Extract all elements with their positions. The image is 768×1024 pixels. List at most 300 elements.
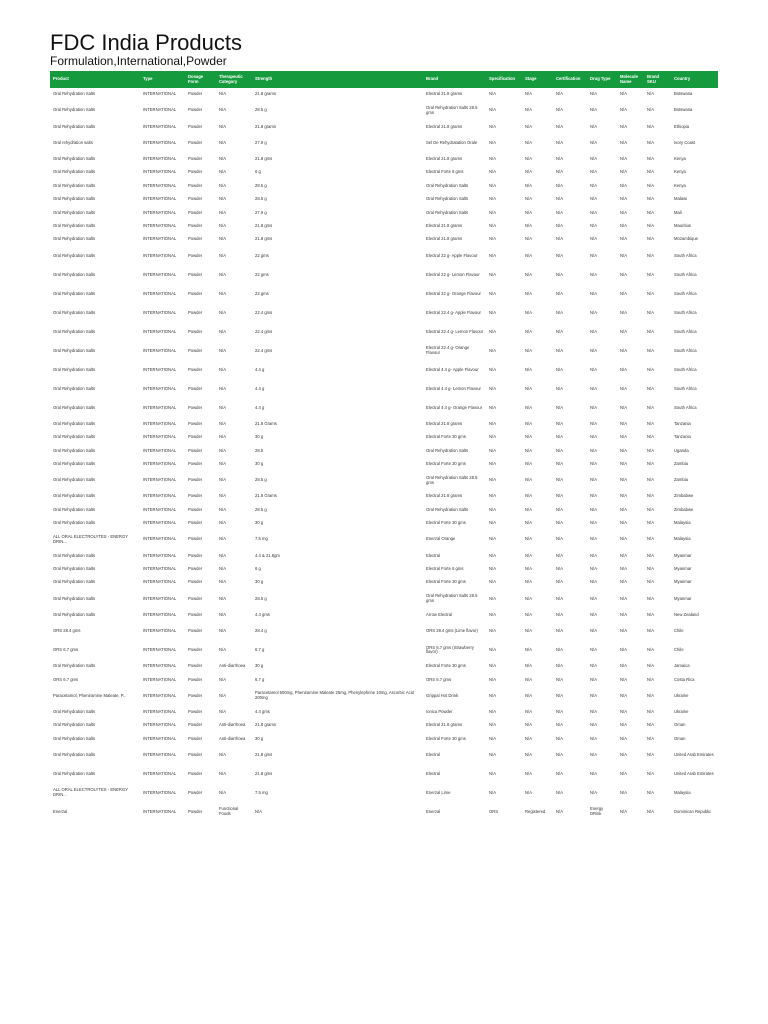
table-cell: N/A <box>590 223 597 229</box>
table-cell: N/A <box>525 722 532 728</box>
table-cell: N/A <box>219 236 226 242</box>
table-cell: N/A <box>647 552 654 558</box>
column-header: Dosage Form <box>188 73 204 84</box>
table-cell: ORS 6.7 gms <box>426 676 452 682</box>
table-cell: Electral <box>426 552 440 558</box>
table-cell: Oral Rehydration Salts <box>53 196 96 202</box>
table-cell: Powder <box>188 520 203 526</box>
table-row <box>50 380 718 399</box>
table-cell: N/A <box>647 627 654 633</box>
table-cell: INTERNATIONAL <box>143 506 177 512</box>
table-cell: 4.4 gms <box>255 708 270 714</box>
table-cell: South Africa <box>674 385 697 391</box>
table-cell: N/A <box>219 460 226 466</box>
table-cell: INTERNATIONAL <box>143 708 177 714</box>
table-cell: Oral Rehydration Salts <box>53 722 96 728</box>
table-cell: Oral Rehydration Salts <box>53 460 96 466</box>
table-cell: Registered <box>525 808 546 814</box>
table-cell: N/A <box>620 692 627 698</box>
table-cell: Anti-diarrhoea <box>219 663 246 669</box>
table-cell: N/A <box>525 751 532 757</box>
table-cell: Powder <box>188 328 203 334</box>
table-cell: Oral Rehydration Salts <box>53 751 96 757</box>
table-cell: N/A <box>556 236 563 242</box>
table-row <box>50 765 718 784</box>
table-cell: Oral Rehydration Salts <box>426 209 469 215</box>
table-cell: Powder <box>188 536 203 542</box>
table-cell: 4.4 g <box>255 404 265 410</box>
table-cell: 22 gms <box>255 290 269 296</box>
table-cell: 21.8 grams <box>255 91 276 97</box>
table-cell: Electral Forte 6 gms <box>426 565 464 571</box>
table-cell: Powder <box>188 663 203 669</box>
table-cell: Ethiopia <box>674 123 690 129</box>
table-cell: N/A <box>525 271 532 277</box>
table-cell: Electral 21.8 grams <box>426 420 463 426</box>
table-cell: Sel De Rehydratation Orale <box>426 139 478 145</box>
table-cell: INTERNATIONAL <box>143 627 177 633</box>
table-cell: INTERNATIONAL <box>143 290 177 296</box>
table-cell: N/A <box>219 434 226 440</box>
table-cell: N/A <box>620 722 627 728</box>
table-cell: N/A <box>525 735 532 741</box>
table-cell: N/A <box>590 676 597 682</box>
table-cell: N/A <box>647 722 654 728</box>
table-cell: N/A <box>556 107 563 113</box>
table-row <box>50 153 718 166</box>
table-cell: Electral Forte 6 gms <box>426 169 464 175</box>
table-cell: N/A <box>647 506 654 512</box>
table-cell: N/A <box>489 751 496 757</box>
table-row <box>50 88 718 101</box>
table-cell: N/A <box>219 123 226 129</box>
table-cell: N/A <box>525 536 532 542</box>
table-cell: South Africa <box>674 309 697 315</box>
table-cell: N/A <box>590 328 597 334</box>
table-cell: Powder <box>188 735 203 741</box>
table-cell: INTERNATIONAL <box>143 366 177 372</box>
table-cell: N/A <box>556 477 563 483</box>
table-cell: N/A <box>620 271 627 277</box>
table-cell: Mali <box>674 209 682 215</box>
table-cell: Powder <box>188 722 203 728</box>
table-cell: N/A <box>647 808 654 814</box>
table-row <box>50 220 718 233</box>
table-cell: Powder <box>188 107 203 113</box>
table-cell: N/A <box>489 209 496 215</box>
table-cell: Powder <box>188 196 203 202</box>
column-header: Specification <box>489 76 516 82</box>
table-cell: Costa Rica <box>674 676 695 682</box>
table-cell: N/A <box>525 209 532 215</box>
table-cell: N/A <box>647 663 654 669</box>
table-cell: Powder <box>188 385 203 391</box>
table-cell: N/A <box>647 139 654 145</box>
table-cell: Oral Rehydration Salts <box>53 404 96 410</box>
table-cell: N/A <box>489 595 496 601</box>
table-cell: Botswana <box>674 107 693 113</box>
table-cell: N/A <box>556 252 563 258</box>
table-cell: INTERNATIONAL <box>143 477 177 483</box>
table-cell: INTERNATIONAL <box>143 676 177 682</box>
table-cell: N/A <box>525 692 532 698</box>
table-cell: N/A <box>489 565 496 571</box>
table-cell: N/A <box>219 595 226 601</box>
table-cell: Electral 22.4 g- Orange Flavour <box>426 345 470 356</box>
table-cell: N/A <box>647 493 654 499</box>
table-cell: Paracetamol 500mg, Pheniramine Maleate 25mg, Phenylephrine 10mg, Ascorbic Acid 200mg <box>255 690 414 701</box>
table-cell: Oral rehydration salts <box>53 139 93 145</box>
table-cell: Oral Rehydration Salts <box>53 611 96 617</box>
table-cell: 21.8 grams <box>255 123 276 129</box>
table-cell: N/A <box>525 404 532 410</box>
table-cell: Oral Rehydration Salts <box>53 271 96 277</box>
table-cell: N/A <box>489 236 496 242</box>
table-cell: Electral 22.4 g- Lemon Flavour <box>426 328 484 334</box>
table-cell: N/A <box>525 366 532 372</box>
table-cell: N/A <box>556 789 563 795</box>
table-cell: N/A <box>219 404 226 410</box>
table-cell: N/A <box>647 236 654 242</box>
table-cell: 6 g <box>255 565 261 571</box>
table-cell: N/A <box>556 692 563 698</box>
table-cell: Powder <box>188 493 203 499</box>
table-cell: Oral Rehydration Salts <box>426 196 469 202</box>
table-cell: INTERNATIONAL <box>143 309 177 315</box>
table-cell: N/A <box>489 692 496 698</box>
table-cell: N/A <box>620 182 627 188</box>
table-cell: 22 gms <box>255 252 269 258</box>
table-cell: Powder <box>188 420 203 426</box>
table-cell: N/A <box>556 156 563 162</box>
table-cell: N/A <box>647 182 654 188</box>
table-cell: N/A <box>620 595 627 601</box>
table-cell: N/A <box>525 290 532 296</box>
table-cell: N/A <box>590 252 597 258</box>
table-cell: N/A <box>556 708 563 714</box>
table-cell: N/A <box>590 447 597 453</box>
table-cell: N/A <box>647 347 654 353</box>
table-cell: Powder <box>188 751 203 757</box>
table-cell: N/A <box>489 506 496 512</box>
column-header: Drug Type <box>590 76 611 82</box>
table-cell: N/A <box>647 536 654 542</box>
table-cell: N/A <box>620 808 627 814</box>
table-row <box>50 589 718 608</box>
table-cell: N/A <box>620 770 627 776</box>
table-cell: N/A <box>647 565 654 571</box>
table-cell: Oral Rehydration Salts <box>53 123 96 129</box>
table-row <box>50 549 718 562</box>
table-cell: N/A <box>620 366 627 372</box>
table-cell: New Zealand <box>674 611 699 617</box>
table-cell: Powder <box>188 139 203 145</box>
table-cell: N/A <box>647 770 654 776</box>
table-cell: Enerzal Orange <box>426 536 456 542</box>
table-cell: N/A <box>590 595 597 601</box>
table-cell: Oral Rehydration Salts <box>53 223 96 229</box>
table-cell: N/A <box>647 708 654 714</box>
table-cell: N/A <box>647 579 654 585</box>
table-cell: N/A <box>219 493 226 499</box>
table-cell: N/A <box>556 493 563 499</box>
table-cell: 21.8 grams <box>255 722 276 728</box>
table-cell: Powder <box>188 627 203 633</box>
table-cell: Electral 21.8 grams <box>426 236 463 242</box>
table-cell: N/A <box>590 290 597 296</box>
table-cell: N/A <box>525 169 532 175</box>
table-cell: N/A <box>647 646 654 652</box>
table-cell: Oral Rehydration Salts <box>53 328 96 334</box>
table-cell: South Africa <box>674 290 697 296</box>
table-row <box>50 784 718 803</box>
table-cell: N/A <box>489 123 496 129</box>
table-cell: N/A <box>219 182 226 188</box>
table-cell: Chile <box>674 646 684 652</box>
table-cell: Powder <box>188 646 203 652</box>
table-row <box>50 342 718 361</box>
table-cell: 30 g <box>255 520 264 526</box>
table-cell: N/A <box>219 676 226 682</box>
table-cell: N/A <box>525 182 532 188</box>
table-cell: N/A <box>489 520 496 526</box>
table-cell: N/A <box>590 708 597 714</box>
table-cell: N/A <box>590 182 597 188</box>
table-cell: Powder <box>188 595 203 601</box>
table-cell: Enerzal Lime <box>426 789 451 795</box>
table-cell: Powder <box>188 770 203 776</box>
table-cell: N/A <box>620 434 627 440</box>
table-cell: Powder <box>188 223 203 229</box>
table-cell: Oman <box>674 735 686 741</box>
table-cell: N/A <box>556 420 563 426</box>
table-cell: Malaysia <box>674 536 691 542</box>
table-cell: N/A <box>590 156 597 162</box>
table-row <box>50 120 718 133</box>
table-cell: N/A <box>620 611 627 617</box>
table-cell: N/A <box>556 182 563 188</box>
table-cell: N/A <box>647 271 654 277</box>
table-cell: Uganda <box>674 447 689 453</box>
table-cell: N/A <box>489 309 496 315</box>
table-row <box>50 706 718 719</box>
table-cell: N/A <box>556 627 563 633</box>
table-cell: INTERNATIONAL <box>143 434 177 440</box>
table-cell: N/A <box>489 552 496 558</box>
table-cell: Functional Foods <box>219 806 239 817</box>
table-cell: 30 g <box>255 663 264 669</box>
table-row <box>50 622 718 641</box>
table-cell: South Africa <box>674 366 697 372</box>
table-cell: N/A <box>556 552 563 558</box>
table-cell: INTERNATIONAL <box>143 385 177 391</box>
table-cell: N/A <box>647 477 654 483</box>
table-row <box>50 471 718 490</box>
column-header: Brand <box>426 76 439 82</box>
table-row <box>50 166 718 179</box>
table-cell: N/A <box>620 420 627 426</box>
table-cell: Powder <box>188 271 203 277</box>
table-cell: Oral Rehydration Salts <box>53 169 96 175</box>
table-cell: N/A <box>590 347 597 353</box>
table-cell: N/A <box>219 209 226 215</box>
products-table <box>50 71 718 822</box>
table-row <box>50 323 718 342</box>
table-cell: Oral Rehydration Salts <box>53 366 96 372</box>
table-cell: N/A <box>489 770 496 776</box>
table-cell: N/A <box>525 328 532 334</box>
table-cell: Oral Rehydration Salts <box>53 520 96 526</box>
table-cell: N/A <box>525 460 532 466</box>
table-cell: Anti-diarrhoea <box>219 735 246 741</box>
table-cell: N/A <box>489 290 496 296</box>
table-cell: ORS 28.4 gms <box>53 627 81 633</box>
table-cell: Oral Rehydration Salts <box>53 347 96 353</box>
table-cell: N/A <box>556 447 563 453</box>
table-cell: 28.5 g <box>255 196 267 202</box>
table-cell: N/A <box>489 477 496 483</box>
table-cell: N/A <box>489 735 496 741</box>
table-cell: Electral 22.4 g- Apple Flavour <box>426 309 481 315</box>
table-cell: N/A <box>219 169 226 175</box>
table-cell: Zimbabwe <box>674 506 694 512</box>
table-cell: INTERNATIONAL <box>143 552 177 558</box>
table-cell: 28.5 g <box>255 477 267 483</box>
table-cell: Oral Rehydration Salts <box>53 290 96 296</box>
table-cell: N/A <box>525 477 532 483</box>
table-cell: N/A <box>556 209 563 215</box>
table-cell: N/A <box>620 107 627 113</box>
table-cell: N/A <box>590 692 597 698</box>
table-cell: Electral 22 g- Lemon Flavour <box>426 271 480 277</box>
table-cell: N/A <box>620 663 627 669</box>
table-cell: Zambia <box>674 477 688 483</box>
table-cell: 21.8 gms <box>255 236 273 242</box>
table-cell: 4.4 & 21.8gm <box>255 552 280 558</box>
table-cell: Powder <box>188 309 203 315</box>
table-cell: N/A <box>556 751 563 757</box>
table-cell: Oral Rehydration Salts <box>426 506 469 512</box>
table-cell: N/A <box>489 271 496 277</box>
column-header: Certification <box>556 76 581 82</box>
table-cell: N/A <box>590 366 597 372</box>
table-cell: Oral Rehydration Salts <box>53 420 96 426</box>
column-header: Type <box>143 76 153 82</box>
table-cell: Chile <box>674 627 684 633</box>
table-cell: N/A <box>556 309 563 315</box>
table-cell: N/A <box>590 91 597 97</box>
table-cell: Electral <box>426 751 440 757</box>
table-cell: N/A <box>620 169 627 175</box>
table-cell: N/A <box>647 611 654 617</box>
table-cell: N/A <box>219 692 226 698</box>
table-cell: N/A <box>590 139 597 145</box>
table-cell: N/A <box>590 536 597 542</box>
table-cell: N/A <box>525 434 532 440</box>
table-cell: Oral Rehydration Salts <box>53 309 96 315</box>
table-cell: United Arab Emirates <box>674 751 714 757</box>
table-cell: Powder <box>188 236 203 242</box>
table-row <box>50 193 718 206</box>
table-cell: 28.4 g <box>255 627 267 633</box>
table-cell: Oral Rehydration Salts <box>53 579 96 585</box>
table-cell: INTERNATIONAL <box>143 209 177 215</box>
table-cell: Powder <box>188 611 203 617</box>
table-cell: N/A <box>556 735 563 741</box>
table-cell: N/A <box>647 91 654 97</box>
table-cell: N/A <box>556 223 563 229</box>
table-cell: 30 g <box>255 579 264 585</box>
table-cell: N/A <box>590 611 597 617</box>
table-cell: N/A <box>590 385 597 391</box>
table-cell: INTERNATIONAL <box>143 493 177 499</box>
table-cell: N/A <box>489 536 496 542</box>
table-cell: N/A <box>647 434 654 440</box>
table-row <box>50 563 718 576</box>
table-cell: INTERNATIONAL <box>143 328 177 334</box>
table-cell: N/A <box>590 477 597 483</box>
table-cell: N/A <box>556 271 563 277</box>
table-cell: N/A <box>489 676 496 682</box>
table-cell: Oral Rehydration Salts <box>53 595 96 601</box>
table-cell: N/A <box>525 493 532 499</box>
table-cell: N/A <box>620 676 627 682</box>
table-cell: N/A <box>219 565 226 571</box>
table-cell: N/A <box>647 404 654 410</box>
table-row <box>50 431 718 444</box>
table-cell: 4.4 g <box>255 385 265 391</box>
table-cell: South Africa <box>674 347 697 353</box>
table-cell: Kenya <box>674 156 686 162</box>
table-cell: N/A <box>489 493 496 499</box>
table-cell: N/A <box>590 434 597 440</box>
table-cell: Oral Rehydration Salts <box>53 708 96 714</box>
table-row <box>50 490 718 503</box>
table-cell: Electral 21.8 grams <box>426 223 463 229</box>
table-cell: Tanzania <box>674 434 691 440</box>
table-cell: Oral Rehydration Salts <box>53 252 96 258</box>
table-cell: INTERNATIONAL <box>143 663 177 669</box>
table-cell: Electral 21.8 grams <box>426 91 463 97</box>
table-cell: N/A <box>620 328 627 334</box>
table-cell: N/A <box>219 252 226 258</box>
table-cell: N/A <box>489 366 496 372</box>
table-cell: N/A <box>647 692 654 698</box>
table-cell: Oral Rehydration Salts <box>53 663 96 669</box>
table-row <box>50 517 718 530</box>
table-row <box>50 673 718 686</box>
table-cell: 6.7 g <box>255 676 265 682</box>
table-cell: N/A <box>525 611 532 617</box>
table-cell: N/A <box>590 420 597 426</box>
table-row <box>50 285 718 304</box>
table-row <box>50 641 718 660</box>
table-row <box>50 266 718 285</box>
table-cell: 21.8 gms <box>255 223 273 229</box>
table-cell: N/A <box>489 646 496 652</box>
table-cell: Grippal Hot Drink <box>426 692 459 698</box>
table-cell: N/A <box>219 789 226 795</box>
table-cell: 6.7 g <box>255 646 265 652</box>
table-cell: N/A <box>219 751 226 757</box>
table-cell: 28.5 <box>255 447 264 453</box>
table-cell: N/A <box>525 595 532 601</box>
table-cell: N/A <box>590 169 597 175</box>
table-cell: N/A <box>647 309 654 315</box>
table-row <box>50 530 718 549</box>
table-cell: N/A <box>556 460 563 466</box>
table-cell: Powder <box>188 91 203 97</box>
